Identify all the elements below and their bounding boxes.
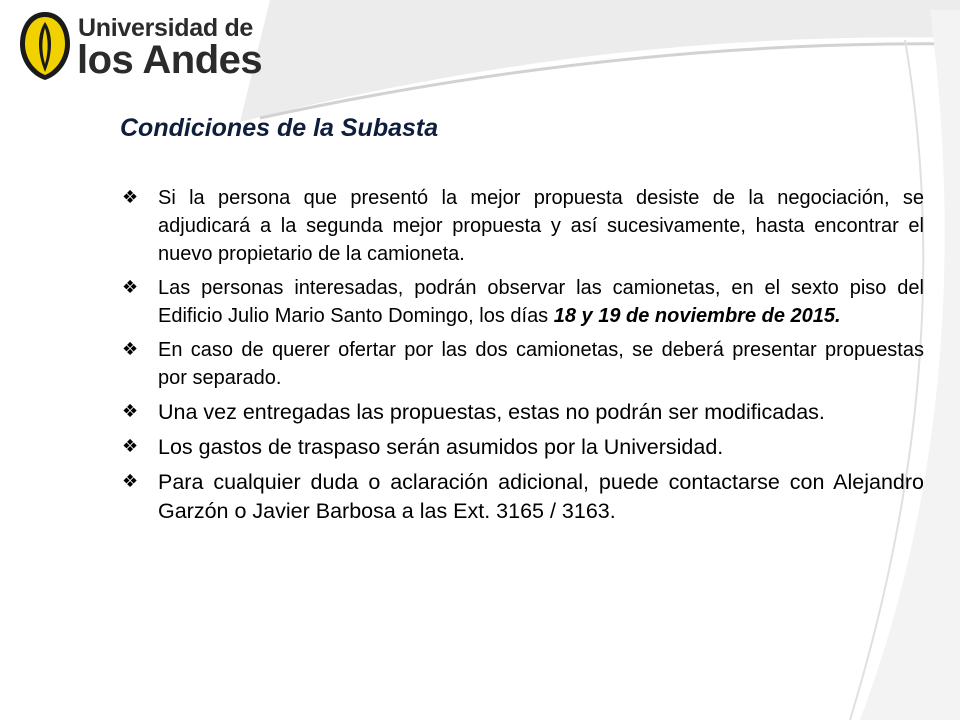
bullet-text-plain: Las personas interesadas, podrán observar las camionetas, en el sexto piso del Edificio Julio Mario Santo Domingo, los días xyxy=(158,277,924,327)
slide-title: Condiciones de la Subasta xyxy=(120,114,439,142)
bullet-item xyxy=(122,433,924,462)
bullet-text: Los gastos de traspaso serán asumidos por la Universidad. xyxy=(158,435,724,459)
diamond-bullet-icon: ❖ xyxy=(122,339,139,360)
bullet-text xyxy=(158,274,924,330)
bullet-text: Una vez entregadas las propuestas, estas no podrán ser modificadas. xyxy=(158,400,825,424)
diamond-bullet-icon: ❖ xyxy=(122,471,139,492)
bullet-item xyxy=(122,274,924,330)
shield-icon xyxy=(18,10,72,82)
bullet-text: Si la persona que presentó la mejor propuesta desiste de la negociación, se adjudicará a la segunda mejor propuesta y así sucesivamente, hasta encontrar el nuevo propietario de la camioneta. xyxy=(158,187,924,265)
bullet-text: Para cualquier duda o aclaración adicional, puede contactarse con Alejandro Garzón o Javier Barbosa a las Ext. 3165 / 3163. xyxy=(158,470,924,523)
diamond-bullet-icon: ❖ xyxy=(122,401,139,422)
bullet-list xyxy=(122,184,924,532)
logo-text-line1: Universidad de xyxy=(78,14,254,42)
bullet-item xyxy=(122,398,924,427)
bullet-item xyxy=(122,184,924,268)
university-logo xyxy=(18,10,263,90)
logo-text-line2: los Andes xyxy=(77,38,263,82)
bullet-text: En caso de querer ofertar por las dos camionetas, se deberá presentar propuestas por separado. xyxy=(158,339,924,389)
diamond-bullet-icon: ❖ xyxy=(122,436,139,457)
bullet-text-emphasis: 18 y 19 de noviembre de 2015. xyxy=(553,305,841,327)
bullet-item xyxy=(122,468,924,526)
bullet-item xyxy=(122,336,924,392)
diamond-bullet-icon: ❖ xyxy=(122,277,139,298)
diamond-bullet-icon: ❖ xyxy=(122,187,139,208)
